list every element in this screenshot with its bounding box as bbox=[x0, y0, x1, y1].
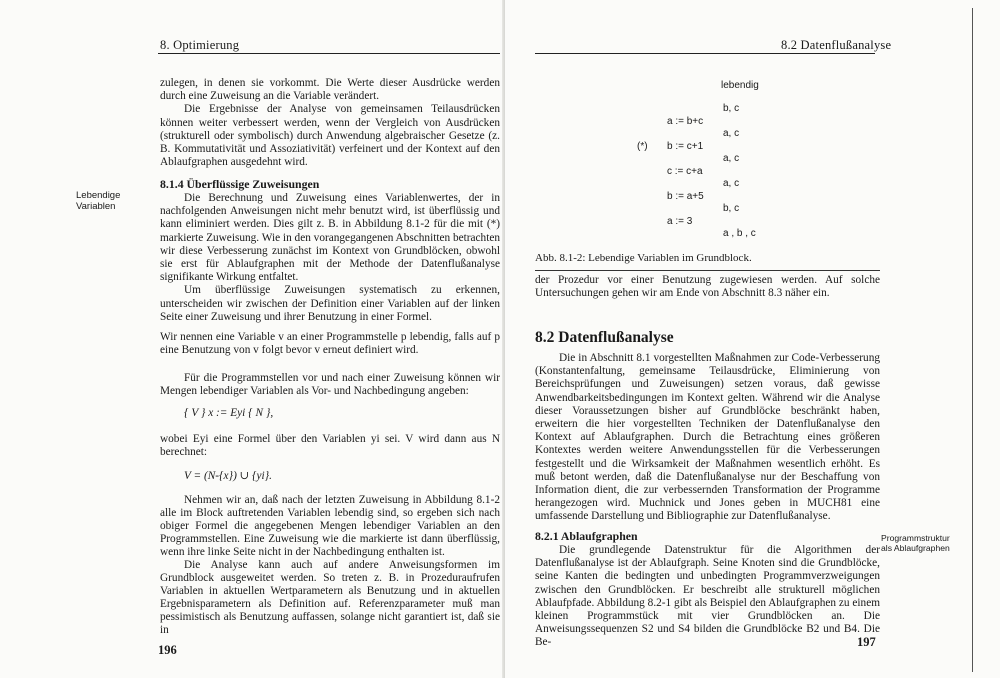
left-para-2: Die Ergebnisse der Analyse von gemeinsamen Teilausdrücken können weiter verbessert werden, wenn der Vergleich von Ausdrücken (strukturell oder symbolisch) durch Anwendung algebraischer Gesetze (z. B. Kommutativität und Assoziativität) verfeinert und der Kontext auf den Ablaufgraphen ausgedehnt wird. bbox=[160, 103, 500, 169]
live-set-2: a, c bbox=[723, 153, 740, 164]
figure-column-header: lebendig bbox=[721, 80, 759, 91]
left-para-6: Für die Programmstellen vor und nach einer Zuweisung können wir Mengen lebendiger Variablen als Vor- und Nachbedingung angeben: bbox=[160, 372, 500, 398]
left-para-3: Die Berechnung und Zuweisung eines Variablenwertes, der in nachfolgenden Anweisungen nicht mehr benutzt wird, ist überflüssig und kann eliminiert werden. Dies gilt z. B. in Abbildung 8.1-2 für die mit (*) markierte Zuweisung. Wie in den vorangegangenen Abschnitten betrachten wir diese Verbesserung zunächst im Kontext von Grundblöcken, obwohl sie erst für Ablaufgraphen mit der Methode der Datenflußanalyse signifikante Wirkung entfaltet. bbox=[160, 192, 501, 284]
left-header-rule bbox=[158, 53, 500, 54]
left-body-bottom bbox=[160, 494, 500, 637]
left-section-heading: 8.1.4 Überflüssige Zuweisungen bbox=[160, 177, 320, 191]
live-set-3: a, c bbox=[723, 178, 740, 189]
statement-2: c := c+a bbox=[667, 166, 703, 177]
left-para-5: Wir nennen eine Variable v an einer Programmstelle p lebendig, falls auf p eine Benutzung von v folgt bevor v erneut definiert wird. bbox=[160, 331, 500, 357]
right-header-rule bbox=[535, 53, 875, 54]
formula-condition: { V } x := Eyi { N }, bbox=[184, 407, 274, 419]
figure-separator bbox=[535, 270, 880, 271]
left-margin-note: Lebendige Variablen bbox=[76, 190, 121, 212]
right-section-heading: 8.2 Datenflußanalyse bbox=[535, 329, 674, 346]
left-body-mid bbox=[160, 192, 500, 324]
right-page-number: 197 bbox=[857, 635, 876, 649]
left-body-top bbox=[160, 77, 500, 169]
live-set-4: b, c bbox=[723, 203, 740, 214]
left-para-9: Die Analyse kann auch auf andere Anweisungsformen im Grundblock ausgeweitet werden. So treten z. B. in Prozeduraufrufen Variablen in aktuellen Wertparametern als Benutzung und in aktuellen Ergebnisparametern als Definition auf. Referenzparameter muß man pessimistisch als Benutzung auffassen, solange nicht garantiert ist, daß sie in bbox=[160, 559, 500, 636]
left-para-4: Um überflüssige Zuweisungen systematisch zu erkennen, unterscheiden wir zwischen der Definition einer Variablen auf der linken Seite einer Zuweisung und ihrer Benutzung in einer Formel. bbox=[160, 284, 500, 323]
right-margin-note: Programmstruktur als Ablaufgraphen bbox=[881, 533, 950, 553]
statement-4: a := 3 bbox=[667, 216, 693, 227]
right-subsection-heading: 8.2.1 Ablaufgraphen bbox=[535, 529, 638, 543]
left-running-header: 8. Optimierung bbox=[160, 38, 240, 52]
right-running-header: 8.2 Datenflußanalyse bbox=[781, 38, 892, 52]
page-edge-line bbox=[972, 8, 973, 672]
live-set-5: a , b , c bbox=[723, 228, 756, 239]
left-para-1: zulegen, in denen sie vorkommt. Die Werte dieser Ausdrücke werden durch eine Zuweisung an die Variable verändert. bbox=[160, 77, 500, 103]
statement-3: b := a+5 bbox=[667, 191, 704, 202]
live-set-1: a, c bbox=[723, 128, 740, 139]
left-para-7: wobei Eyi eine Formel über den Variablen yi sei. V wird dann aus N berechnet: bbox=[160, 433, 500, 459]
figure-marker: (*) bbox=[637, 141, 648, 152]
statement-1: b := c+1 bbox=[667, 141, 704, 152]
figure-caption: Abb. 8.1-2: Lebendige Variablen im Grundblock. bbox=[535, 252, 752, 264]
right-page bbox=[505, 0, 1000, 678]
right-para-2: Die in Abschnitt 8.1 vorgestellten Maßnahmen zur Code-Verbesserung (Konstantenfaltung, gemeinsame Teilausdrücke, Eliminierung von Bereichsprüfungen und Zuweisungen) setzen voraus, daß gewisse Anwendbarkeitsbedingungen im Kontext gelten. Während wir die Analyse dieser Voraussetzungen bisher auf Grundblöcke beschränkt haben, erweitern die hier vorgestellten Techniken der Datenflußanalyse den Kontext auf Ablaufgraphen. Durch die Betrachtung eines größeren Kontextes werden weitere Anwendungsstellen für die Verbesserungen festgestellt und die Wirksamkeit der Maßnahmen wesentlich erhöht. Es muß betont werden, daß die Datenflußanalyse nur der Beschaffung von Information dient, die zur verbessernden Transformation der Programme herangezogen wird. Muchnick und Jones geben in MUCH81 eine umfassende Darstellung und Bibliographie zur Datenflußanalyse. bbox=[535, 352, 880, 523]
left-para-8: Nehmen wir an, daß nach der letzten Zuweisung in Abbildung 8.1-2 alle im Block auftretenden Variablen lebendig sind, so ergeben sich nach obiger Formel die angegebenen Mengen lebendiger Variablen an den Programmstellen. Eine Zuweisung wie die markierte ist dann überflüssig, wenn ihre linke Seite nicht in der Nachbedingung enthalten ist. bbox=[160, 494, 500, 558]
right-para-3: Die grundlegende Datenstruktur für die Algorithmen der Datenflußanalyse ist der Ablaufgraph. Seine Knoten sind die Grundblöcke, seine Kanten die bedingten und unbedingten Programmverzweigungen zwischen den Grundblöcken. Er beschreibt alle strukturell möglichen Ablaufpfade. Abbildung 8.2-1 gibt als Beispiel den Ablaufgraphen zu einem kleinen Programmstück mit vier Grundblöcken an. Die Anweisungssequenzen S2 und S4 bilden die Grundblöcke B2 und B4. Die Be- bbox=[535, 544, 880, 649]
live-set-0: b, c bbox=[723, 103, 740, 114]
left-page-number: 196 bbox=[158, 643, 177, 657]
right-para-1: der Prozedur vor einer Benutzung zugewiesen werden. Auf solche Untersuchungen gehen wir am Ende von Abschnitt 8.3 näher ein. bbox=[535, 274, 880, 300]
formula-live-set: V = (N-{x}) ∪ {yi}. bbox=[184, 470, 272, 482]
statement-0: a := b+c bbox=[667, 116, 704, 127]
